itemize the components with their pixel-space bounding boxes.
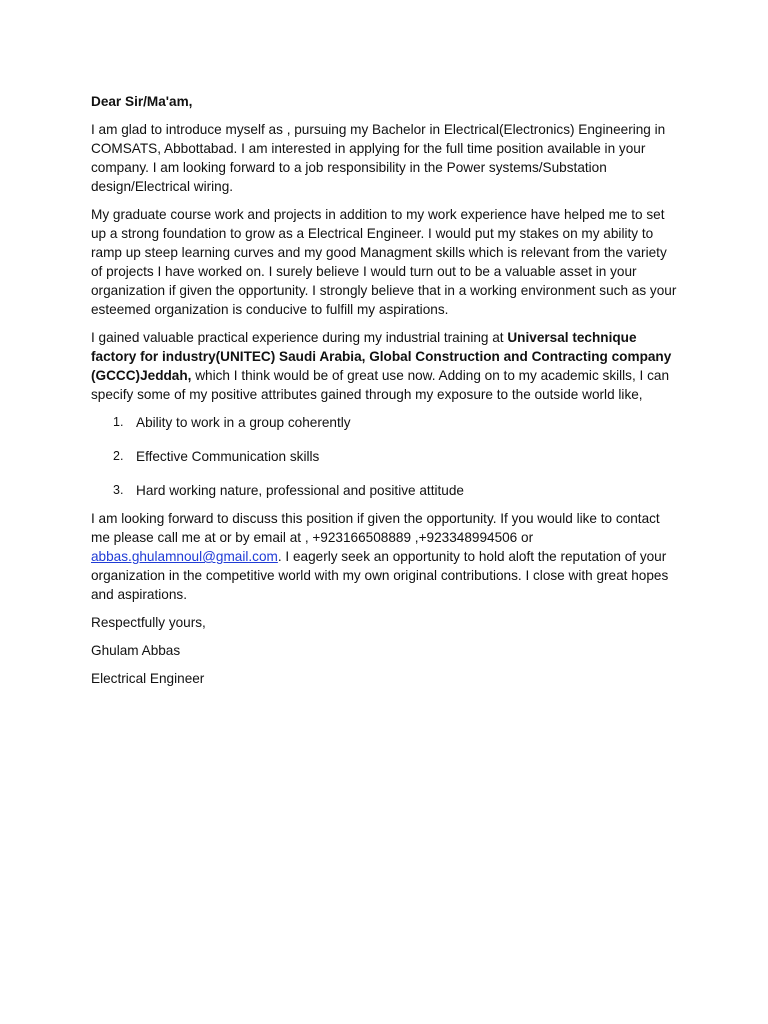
list-item <box>91 413 681 432</box>
paragraph-experience: My graduate course work and projects in addition to my work experience have helped me to set up a strong foundation to grow as a Electrical Engineer. I would put my stakes on my ability to ramp up steep learning curves and my good Managment skills which is relevant from the variety of projects I have worked on. I surely believe I would turn out to be a valuable asset in your organization if given the opportunity. I strongly believe that in a working environment such as your esteemed organization is conducive to fulfill my aspirations. <box>91 207 677 317</box>
training-intro-text: I gained valuable practical experience during my industrial training at <box>91 330 508 345</box>
list-text: Ability to work in a group coherently <box>136 415 351 430</box>
list-text: Effective Communication skills <box>136 449 320 464</box>
paragraph-training <box>91 328 681 404</box>
contact-intro-text: I am looking forward to discuss this position if given the opportunity. If you would like to contact me please call me at or by email at , +923166508889 ,+923348994506 or <box>91 511 660 545</box>
cover-letter <box>91 92 681 697</box>
paragraph-contact <box>91 509 681 604</box>
contact-rest-text: . I eagerly seek an opportunity to hold aloft the reputation of your organization in the competitive world with my own original contributions. I close with great hopes and aspirations. <box>91 549 669 602</box>
signature-title: Electrical Engineer <box>91 671 205 686</box>
list-item <box>91 481 681 500</box>
salutation: Dear Sir/Ma'am, <box>91 94 193 109</box>
training-companies: Universal technique factory for industry(UNITEC) Saudi Arabia, Global Construction and Contracting company (GCCC)Jeddah, <box>91 330 672 383</box>
list-number: 1. <box>113 415 124 429</box>
closing-phrase: Respectfully yours, <box>91 615 206 630</box>
list-number: 2. <box>113 449 124 463</box>
closing-block <box>91 613 681 688</box>
email-link[interactable]: abbas.ghulamnoul@gmail.com <box>91 549 278 564</box>
list-number: 3. <box>113 483 124 497</box>
attributes-list <box>91 413 681 500</box>
list-text: Hard working nature, professional and positive attitude <box>136 483 464 498</box>
signature-name: Ghulam Abbas <box>91 643 181 658</box>
paragraph-intro: I am glad to introduce myself as , pursuing my Bachelor in Electrical(Electronics) Engineering in COMSATS, Abbottabad. I am interested in applying for the full time position available in your company. I am looking forward to a job responsibility in the Power systems/Substation design/Electrical wiring. <box>91 122 666 194</box>
list-item <box>91 447 681 466</box>
training-rest-text: which I think would be of great use now. Adding on to my academic skills, I can specify some of my positive attributes gained through my exposure to the outside world like, <box>91 368 669 402</box>
